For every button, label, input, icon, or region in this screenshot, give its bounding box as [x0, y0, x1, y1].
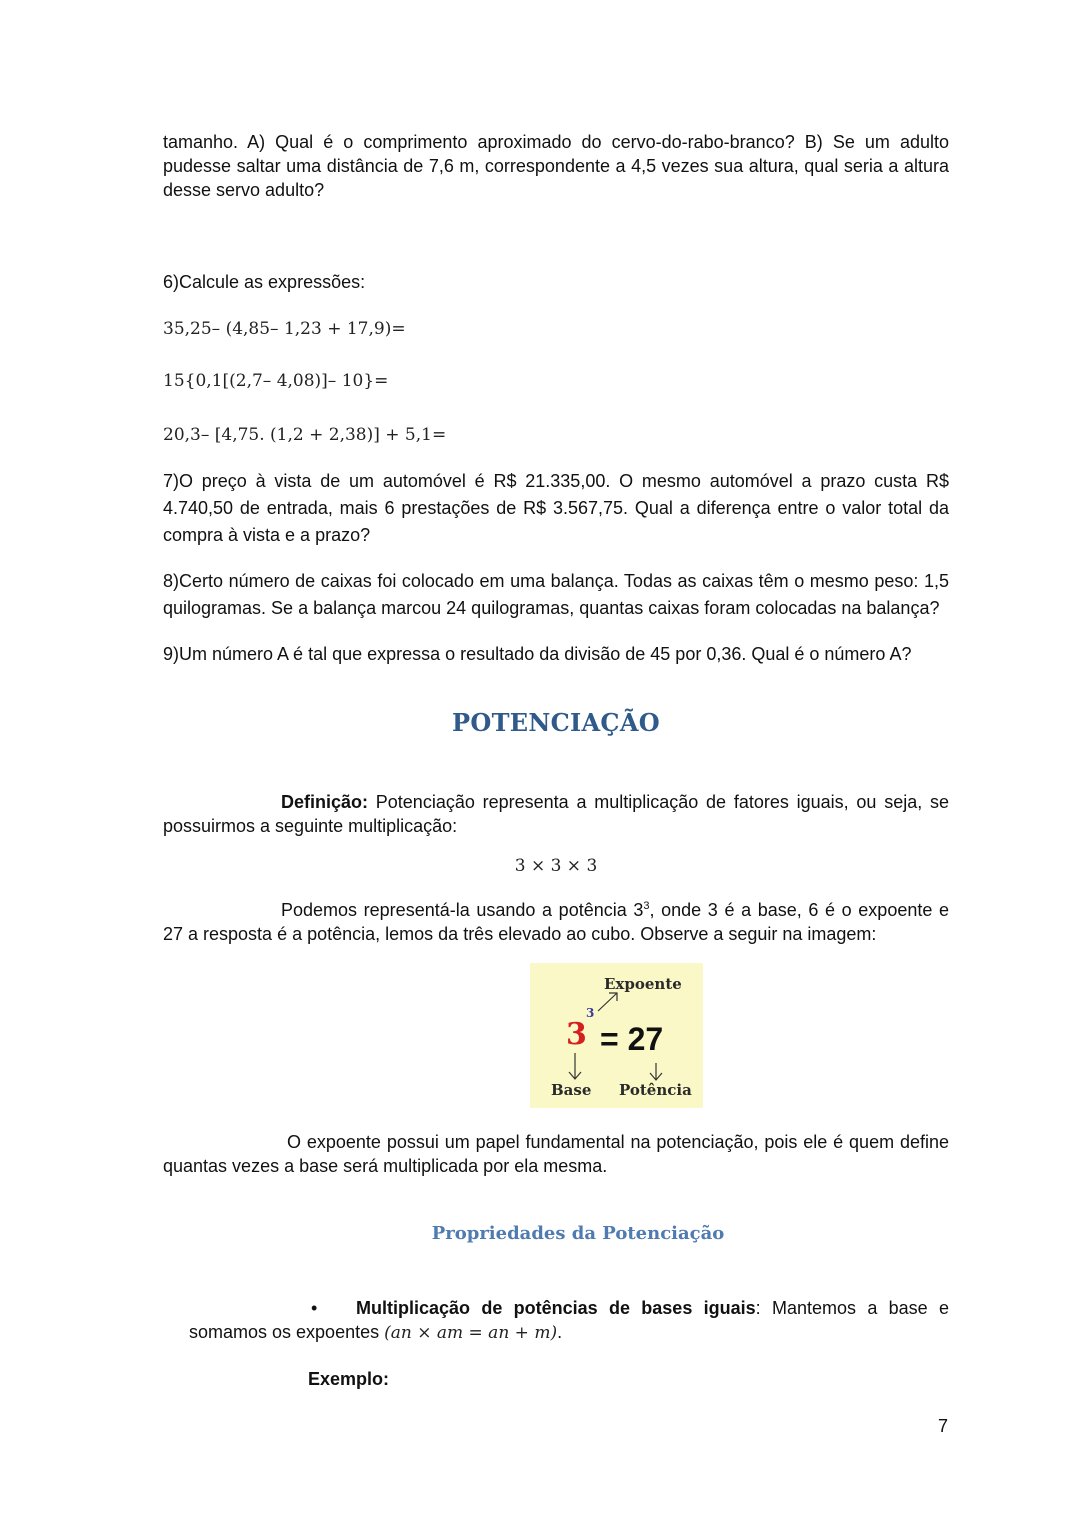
- equals-result: = 27: [600, 1021, 664, 1057]
- definition-text: Potenciação representa a multiplicação de fatores iguais, ou seja, se possuirmos a seguinte multiplicação:: [163, 792, 949, 836]
- question5-continuation: tamanho. A) Qual é o comprimento aproximado do cervo-do-rabo-branco? B) Se um adulto pudesse saltar uma distância de 7,6 m, correspondente a 4,5 vezes sua altura, qual seria a altura desse servo adulto?: [163, 132, 949, 200]
- multiplication-example: 3 × 3 × 3: [514, 856, 598, 876]
- section-title: POTENCIAÇÃO: [452, 708, 660, 737]
- bullet-icon: •: [311, 1298, 318, 1318]
- base-digit: 3: [566, 1017, 587, 1052]
- expression-1: 35,25– (4,85– 1,23 + 17,9)=: [163, 319, 406, 339]
- expression-2: 15{0,1[(2,7– 4,08)]– 10}=: [163, 371, 389, 391]
- page-number: 7: [938, 1416, 949, 1436]
- property-formula: (an × am = an + m): [384, 1323, 558, 1343]
- definition-paragraph: [163, 790, 949, 838]
- representation-exponent: 3: [643, 900, 650, 912]
- expression-3: 20,3– [4,75. (1,2 + 2,38)] + 5,1=: [163, 425, 447, 445]
- representation-text-after: , onde 3 é a base, 6 é o expoente e 27 a resposta é a potência, lemos da três elevado ao cubo. Observe a seguir na imagem:: [163, 900, 949, 944]
- property-item-multiplication: [189, 1296, 949, 1345]
- property-text: : Mantemos a base e somamos os expoentes: [189, 1298, 949, 1342]
- representation-text-before: Podemos representá-la usando a potência 3: [281, 900, 644, 920]
- question7: 7)O preço à vista de um automóvel é R$ 21.335,00. O mesmo automóvel a prazo custa R$ 4.740,50 de entrada, mais 6 prestações de R$ 3.567,75. Qual a diferença entre o valor total da compra à vista e a prazo?: [163, 471, 949, 545]
- exponent-digit: 3: [586, 1006, 595, 1020]
- property-label: Multiplicação de potências de bases iguais: [356, 1298, 756, 1318]
- exponent-label: Expoente: [604, 975, 682, 993]
- base-label: Base: [551, 1081, 592, 1099]
- question9: 9)Um número A é tal que expressa o resultado da divisão de 45 por 0,36. Qual é o número A?: [163, 644, 912, 664]
- property-end: .: [557, 1322, 563, 1342]
- power-diagram-figure: [530, 963, 703, 1108]
- properties-title: Propriedades da Potenciação: [431, 1223, 725, 1244]
- definition-label: Definição:: [281, 792, 369, 812]
- example-label: Exemplo:: [308, 1369, 390, 1389]
- question8: 8)Certo número de caixas foi colocado em uma balança. Todas as caixas têm o mesmo peso: 1,5 quilogramas. Se a balança marcou 24 quilogramas, quantas caixas foram colocadas na balança?: [163, 571, 949, 618]
- exponent-paragraph-text: O expoente possui um papel fundamental na potenciação, pois ele é quem define quantas vezes a base será multiplicada por ela mesma.: [163, 1132, 949, 1176]
- representation-paragraph: [163, 898, 949, 946]
- question6-title: 6)Calcule as expressões:: [163, 272, 366, 292]
- power-label: Potência: [619, 1081, 692, 1099]
- exponent-paragraph: [163, 1130, 949, 1178]
